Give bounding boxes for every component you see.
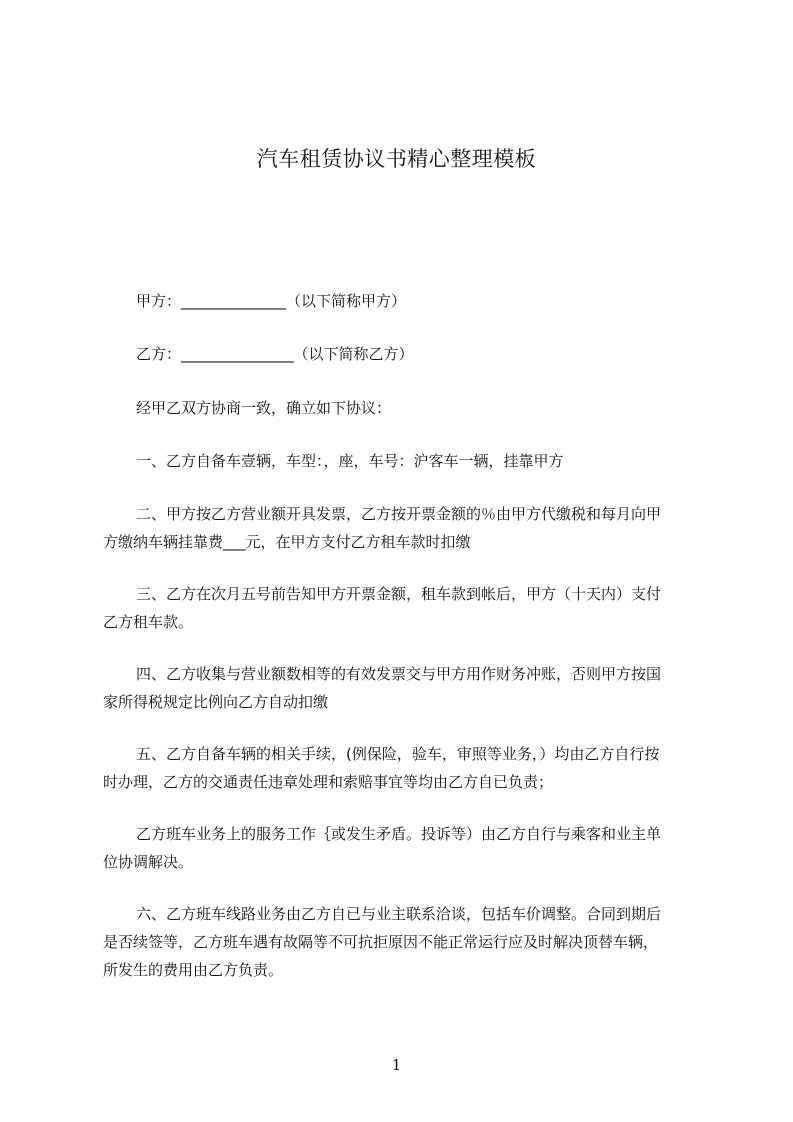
clause-3-line-2: 乙方租车款。 (103, 613, 194, 631)
page-number: 1 (391, 1056, 402, 1074)
party-b-line: 乙方：_______________（以下简称乙方） (136, 345, 414, 363)
clause-3-line-1: 三、乙方在次月五号前告知甲方开票金额，租车款到帐后，甲方（十天内）支付 (136, 585, 662, 603)
clause-2 (103, 500, 700, 556)
clause-5-line-2: 时办理，乙方的交通责任违章处理和索赔事宜等均由乙方自已负责； (103, 773, 554, 791)
clause-2-line-2: 方缴纳车辆挂靠费___元，在甲方支付乙方租车款时扣缴 (103, 533, 471, 551)
clause-5 (103, 740, 700, 796)
clause-4 (103, 660, 700, 716)
clause-6 (103, 900, 700, 984)
clause-4-line-2: 家所得税规定比例向乙方自动扣缴 (103, 693, 329, 711)
clause-6-line-1: 六、乙方班车线路业务由乙方自已与业主联系洽谈，包括车价调整。合同到期后 (136, 905, 662, 923)
clause-1: 一、乙方自备车壹辆，车型：，座，车号：沪客车一辆，挂靠甲方 (136, 452, 564, 470)
service-line-2: 位协调解决。 (103, 853, 194, 871)
clause-6-line-3: 所发生的费用由乙方负责。 (103, 961, 284, 979)
service-paragraph (103, 820, 700, 876)
clause-3 (103, 580, 700, 636)
clause-5-line-1: 五、乙方自备车辆的相关手续，(例保险，验车，审照等业务，）均由乙方自行按 (136, 745, 660, 763)
clause-6-line-2: 是否续签等，乙方班车遇有故隔等不可抗拒原因不能正常运行应及时解决顶替车辆， (103, 933, 659, 951)
intro-paragraph: 经甲乙双方协商一致，确立如下协议： (136, 399, 392, 417)
party-a-line: 甲方：______________（以下简称甲方） (136, 292, 407, 310)
service-line-1: 乙方班车业务上的服务工作｛或发生矛盾。投诉等）由乙方自行与乘客和业主单 (136, 825, 662, 843)
clause-2-line-1: 二、甲方按乙方营业额开具发票，乙方按开票金额的％由甲方代缴税和每月向甲 (136, 505, 662, 523)
document-title: 汽车租赁协议书精心整理模板 (256, 147, 537, 171)
clause-4-line-1: 四、乙方收集与营业额数相等的有效发票交与甲方用作财务冲账，否则甲方按国 (136, 665, 662, 683)
